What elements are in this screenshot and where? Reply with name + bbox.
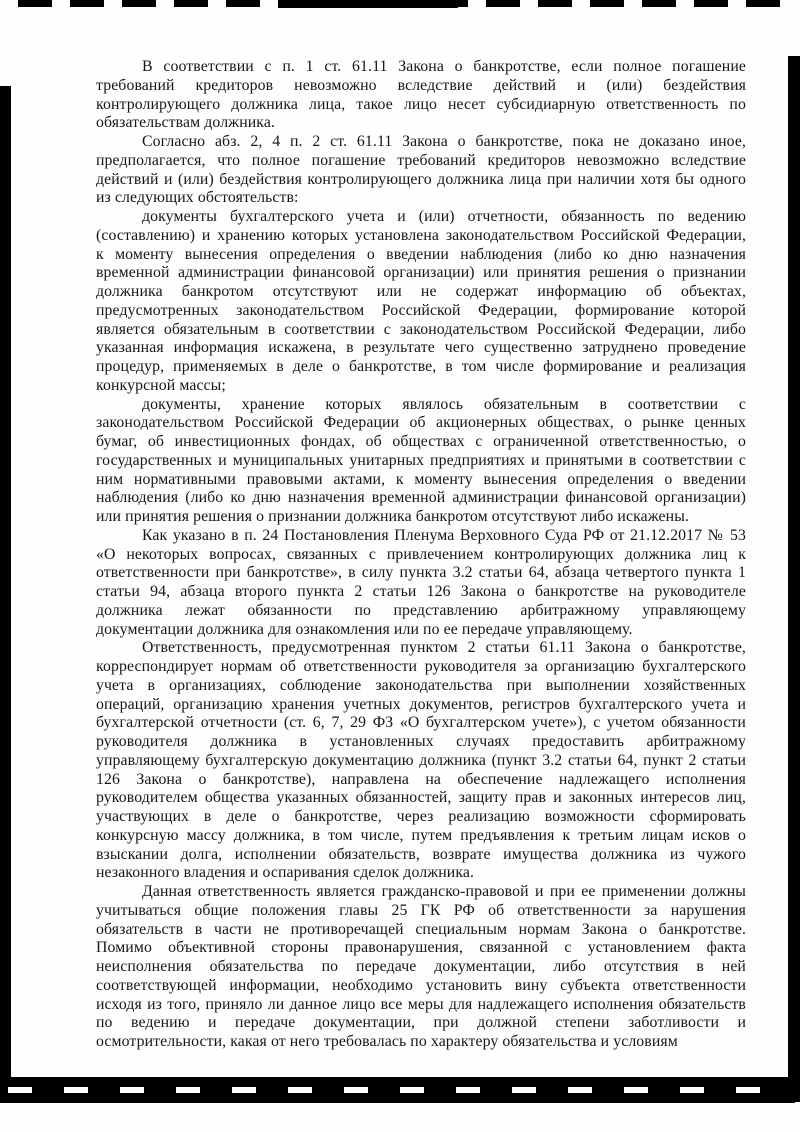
- text-line: обязательствам должника.: [96, 114, 276, 132]
- text-line: статьи 94, абзаца второго пункта 2 статьи 126 Закона о банкротстве на руководителе: [96, 583, 746, 600]
- text-line: к моменту вынесения определения о введении наблюдения (либо ко дню назначения: [96, 245, 746, 263]
- text-line: руководителем общества указанных обязанностей, защиту прав и законных интересов лиц,: [96, 789, 746, 807]
- text-line: по ведению и передаче документации, при должной степени заботливости и: [96, 1014, 746, 1032]
- paragraph: [96, 883, 746, 1052]
- text-line: осмотрительности, какая от него требовалась по характеру обязательства и условиям: [96, 1033, 678, 1050]
- text-line: «О некоторых вопросах, связанных с привлечением контролирующих должника лиц к: [96, 545, 746, 563]
- document-text: [96, 58, 746, 1052]
- text-line: конкурсной массы;: [96, 376, 226, 394]
- text-line: наблюдения (либо ко дню назначения временной администрации финансовой организации): [96, 489, 746, 507]
- text-line: или принятия решения о признании должника банкротом отсутствуют либо искажены.: [96, 508, 689, 525]
- text-line: ответственности при банкротстве», в силу пункта 3.2 статьи 64, абзаца четвертого пункта 1: [96, 564, 746, 582]
- text-line: (составлению) и хранению которых установлена законодательством Российской Федерации,: [96, 226, 746, 244]
- text-line: законодательством Российской Федерации об акционерных обществах, о рынке ценных: [96, 414, 746, 432]
- text-line: учета в организациях, соблюдение законодательства при выполнении хозяйственных: [96, 676, 746, 694]
- text-line: государственных и муниципальных унитарных предприятиях и принятыми в соответствии с: [96, 451, 746, 469]
- paragraph: [96, 208, 746, 396]
- paragraph: [96, 639, 746, 883]
- text-line: бумаг, об инвестиционных фондах, об обществах с ограниченной ответственностью, о: [96, 433, 746, 450]
- text-line: конкурсную массу должника, в том числе, путем предъявления к третьим лицам исков о: [96, 826, 746, 844]
- scan-artifact-bottom-white-dashes: [8, 1087, 786, 1093]
- text-line: участвующих в деле о банкротстве, через реализацию возможности сформировать: [96, 808, 746, 825]
- text-line: неисполнения обязательства по передаче документации, либо отсутствия в ней: [96, 958, 746, 975]
- text-line: должника лежат обязанности по представлению арбитражному управляющему: [96, 601, 746, 619]
- text-line: обязательств в части не противоречащей специальным нормам Закона о банкротстве.: [96, 920, 746, 938]
- text-line: Помимо объективной стороны правонарушения, связанной с установлением факта: [96, 939, 746, 957]
- text-line: корреспондирует нормам об ответственности руководителя за организацию бухгалтерского: [96, 658, 746, 675]
- text-line: контролирующего должника лица, такое лицо несет субсидиарную ответственность по: [96, 95, 746, 113]
- text-line: операций, организацию хранения учетных документов, регистров бухгалтерского учета и: [96, 695, 746, 713]
- text-line: Согласно абз. 2, 4 п. 2 ст. 61.11 Закона о банкротстве, пока не доказано иное,: [142, 133, 746, 150]
- paragraph: [96, 396, 746, 527]
- text-line: незаконного владения и оспаривания сделок должника.: [96, 864, 475, 882]
- text-line: Ответственность, предусмотренная пунктом 2 статьи 61.11 Закона о банкротстве,: [142, 639, 746, 657]
- paragraph: [96, 58, 746, 133]
- text-line: документации должника для ознакомления или по ее передаче управляющему.: [96, 620, 633, 638]
- scan-artifact-right-bar: [788, 56, 800, 1102]
- text-line: учитываться общие положения главы 25 ГК РФ об ответственности за нарушения: [96, 901, 746, 919]
- text-line: предполагается, что полное погашение требований кредиторов невозможно вследствие: [96, 151, 746, 169]
- text-line: временной администрации финансовой организации) или принятия решения о признании: [96, 264, 746, 282]
- scan-artifact-top-long-dash: [278, 0, 458, 8]
- text-line: является обязательным в соответствии с законодательством Российской Федерации, либо: [96, 320, 746, 338]
- text-line: из следующих обстоятельств:: [96, 189, 299, 207]
- text-line: документы, хранение которых являлось обязательным в соответствии с: [142, 395, 746, 413]
- text-line: соответствующей информации, необходимо установить вину субъекта ответственности: [96, 976, 746, 994]
- text-line: управляющему бухгалтерскую документацию должника (пункт 3.2 статьи 64, пункт 2 статьи: [96, 751, 746, 769]
- paragraph: [96, 527, 746, 640]
- text-line: исходя из того, приняло ли данное лицо все меры для надлежащего исполнения обязательств: [96, 995, 746, 1013]
- text-line: процедур, применяемых в деле о банкротстве, в том числе формирование и реализация: [96, 358, 746, 375]
- text-line: Как указано в п. 24 Постановления Пленума Верховного Суда РФ от 21.12.2017 № 53: [142, 526, 746, 544]
- text-line: бухгалтерской отчетности (ст. 6, 7, 29 ФЗ «О бухгалтерском учете»), с учетом обязанности: [96, 714, 746, 732]
- text-line: Данная ответственность является гражданско-правовой и при ее применении должны: [142, 883, 746, 900]
- text-line: действий и (или) бездействия контролирующего должника лица при наличии хотя бы одного: [96, 170, 746, 188]
- text-line: 126 Закона о банкротстве), направлена на обеспечение надлежащего исполнения: [96, 770, 746, 788]
- text-line: требований кредиторов невозможно вследствие действий и (или) бездействия: [96, 76, 746, 94]
- scan-artifact-bottom-band: [0, 1077, 795, 1103]
- text-line: предусмотренных законодательством Российской Федерации, формирование которой: [96, 301, 746, 319]
- text-line: должника банкротом отсутствуют или не содержат информацию об объектах,: [96, 283, 746, 300]
- text-line: взыскании долга, исполнении обязательств, возврате имущества должника из чужого: [96, 845, 746, 863]
- text-line: ним нормативными правовыми актами, к моменту вынесения определения о введении: [96, 470, 746, 488]
- scan-artifact-left-bar: [0, 86, 11, 1102]
- paragraph: [96, 133, 746, 208]
- text-line: указанная информация искажена, в результате чего существенно затруднено проведение: [96, 339, 746, 357]
- text-line: руководителя должника в установленных случаях предоставить арбитражному: [96, 733, 746, 750]
- text-line: документы бухгалтерского учета и (или) отчетности, обязанность по ведению: [142, 208, 746, 225]
- text-line: В соответствии с п. 1 ст. 61.11 Закона о банкротстве, если полное погашение: [142, 58, 746, 75]
